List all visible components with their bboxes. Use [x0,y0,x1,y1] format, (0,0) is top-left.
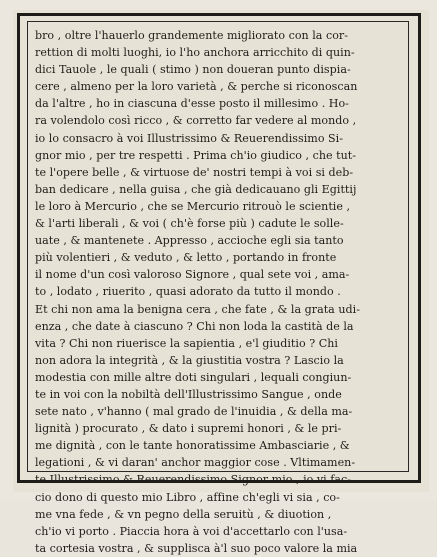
text-line: io lo consacro à voi Illustrissimo & Reuerendissimo Si- [35,131,343,145]
text-line: Et chi non ama la benigna cera , che fate , & la grata udi- [35,302,360,316]
text-line: da l'altre , ho in ciascuna d'esse posto il millesimo . Ho- [35,97,349,111]
text-line: gnor mio , per tre respetti . Prima ch'io giudico , che tut- [35,148,356,162]
text-line: me vna fede , & vn pegno della seruitù , & diuotion , [35,507,332,521]
text-line: uate , & mantenete . Appresso , accioche egli sia tanto [35,234,344,248]
text-line: ta cortesia vostra , & supplisca à'l suo poco valore la mia [35,541,358,555]
text-line: vita ? Chi non riuerisce la sapientia , e'l giuditio ? Chi [35,336,338,350]
text-line: bro , oltre l'hauerlo grandemente migliorato con la cor- [35,29,348,42]
text-line: lignità ) procurato , & dato i supremi honori , & le pri- [35,422,342,436]
text-line: le loro à Mercurio , che se Mercurio ritrouò le scientie , [35,199,351,213]
text-line: to , lodato , riuerito , quasi adorato da tutto il mondo . [35,285,341,299]
text-line: me dignità , con le tante honoratissime Ambasciarie , & [35,439,350,453]
dedication-text [35,27,403,557]
text-line: più volentieri , & veduto , & letto , portando in fronte [35,251,337,265]
text-line: modestia con mille altre doti singulari , lequali congiun- [35,370,352,384]
text-line: ban dedicare , nella guisa , che già dedicauano gli Egittij [35,182,357,196]
text-line: cio dono di questo mio Libro , affine ch'egli vi sia , co- [35,490,340,504]
text-line: legationi , & vi daran' anchor maggior cose . Vltimamen- [35,456,356,470]
text-line: ch'io vi porto . Piaccia hora à voi d'accettarlo con l'usa- [35,524,348,538]
text-line: sete nato , v'hanno ( mal grado de l'inuidia , & della ma- [35,405,353,419]
text-line: te in voi con la nobiltà dell'Illustrissimo Sangue , onde [35,387,342,401]
text-line: rettion di molti luoghi, io l'ho anchora arricchito di quin- [35,46,355,60]
text-line: te l'opere belle , & virtuose de' nostri tempi à voi si deb- [35,165,354,179]
text-line: non adora la integrità , & la giustitia vostra ? Lascio la [35,353,344,367]
text-line: dici Tauole , le quali ( stimo ) non doueran punto dispia- [35,63,351,77]
text-line: enza , che date à ciascuno ? Chi non loda la castità de la [35,319,354,333]
text-line: & l'arti liberali , & voi ( ch'è forse più ) cadute le solle- [35,217,344,231]
text-line: te Illustrissimo & Reuerendissimo Signor mio , io vi fac- [35,473,351,487]
text-line: cere , almeno per la loro varietà , & perche si riconoscan [35,80,358,94]
text-line: ra volendolo così ricco , & corretto far vedere al mondo , [35,114,357,128]
text-line: il nome d'un così valoroso Signore , qual sete voi , ama- [35,268,350,282]
